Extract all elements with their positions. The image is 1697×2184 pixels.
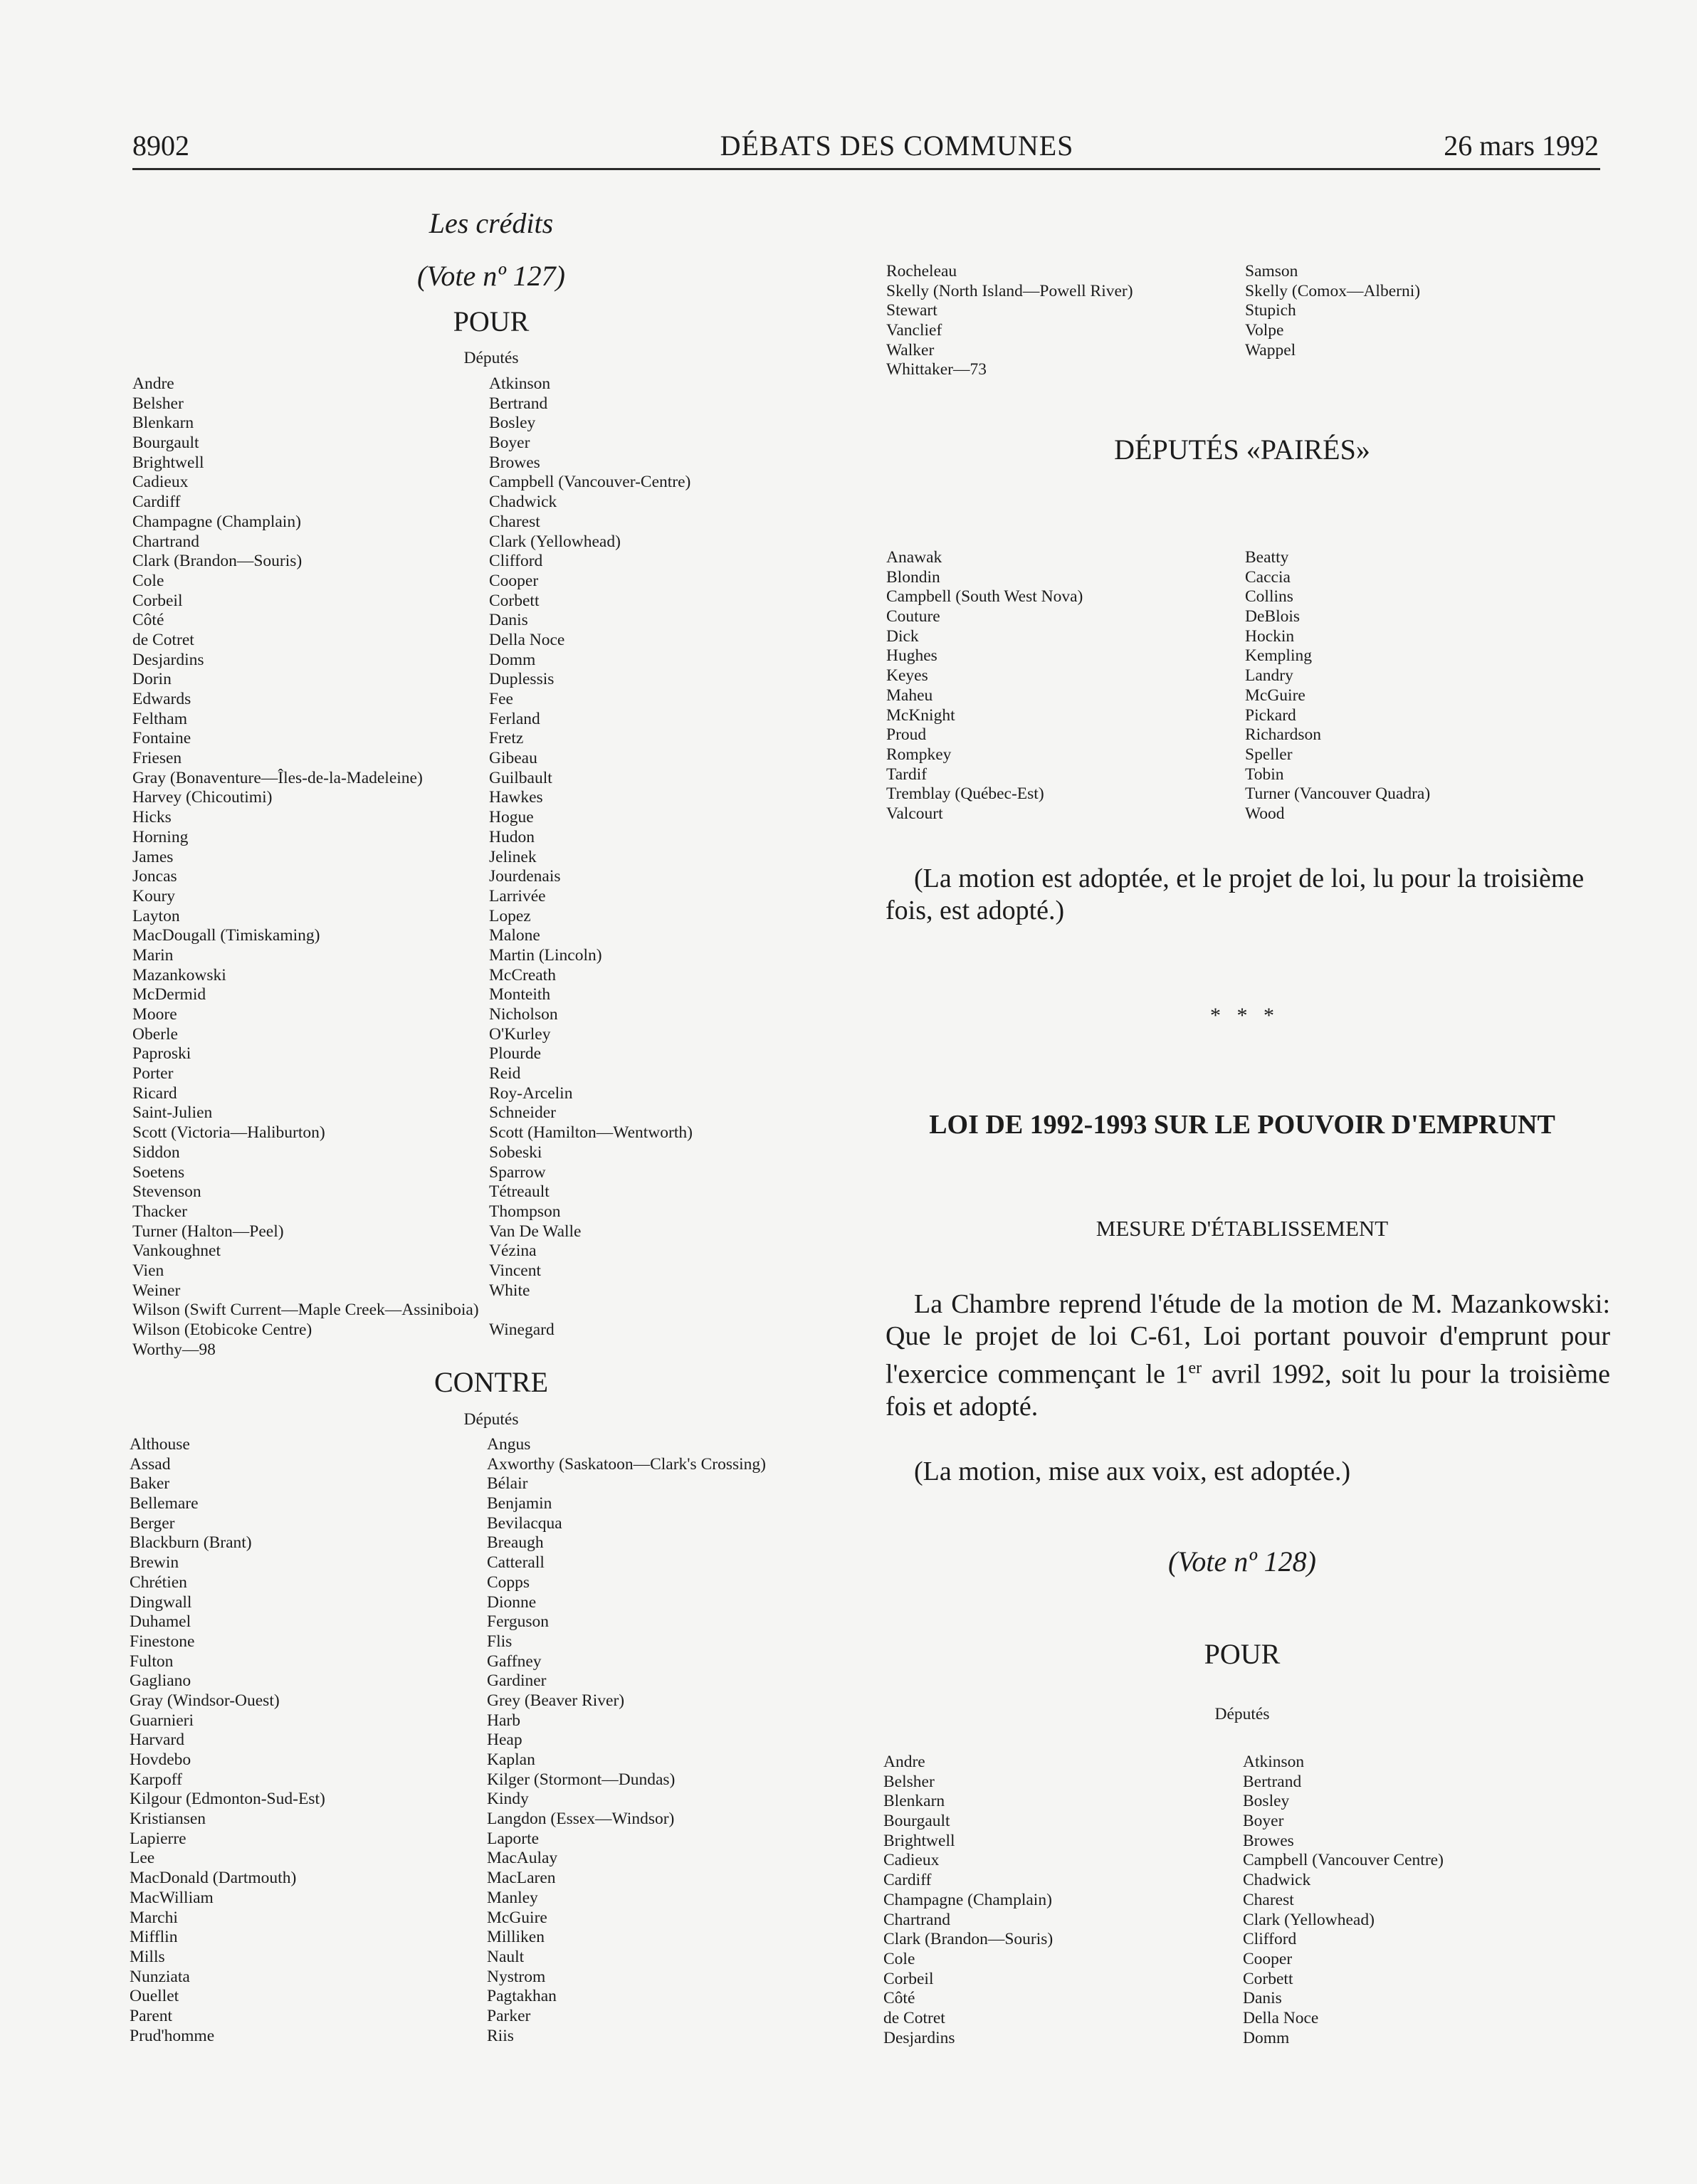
member-name: Chartrand <box>132 532 199 551</box>
member-name: Wappel <box>1245 340 1296 359</box>
member-name: Thacker <box>132 1202 187 1221</box>
member-name: McKnight <box>886 705 955 725</box>
member-name: Volpe <box>1245 321 1284 340</box>
member-name: Saint-Julien <box>132 1103 213 1123</box>
member-name: Vézina <box>489 1241 537 1261</box>
member-name: Skelly (Comox—Alberni) <box>1245 281 1421 300</box>
member-name: Kristiansen <box>130 1810 206 1829</box>
member-name: Brightwell <box>132 453 204 472</box>
member-name: Harb <box>487 1711 520 1730</box>
member-name: Mifflin <box>130 1928 178 1947</box>
member-name: Bellemare <box>130 1494 199 1513</box>
member-name: Browes <box>489 453 540 472</box>
member-name: Della Noce <box>489 630 565 649</box>
member-name: Dick <box>886 626 919 646</box>
member-name: Edwards <box>132 690 191 708</box>
member-name: Berger <box>130 1513 175 1533</box>
member-name: Campbell (Vancouver-Centre) <box>489 473 691 492</box>
member-name: Maheu <box>886 686 933 705</box>
member-name: Campbell (Vancouver Centre) <box>1243 1851 1444 1870</box>
member-name: Lee <box>130 1849 155 1868</box>
member-name: Whittaker—73 <box>886 360 987 379</box>
member-name: Beatty <box>1245 548 1289 567</box>
member-name: Cole <box>132 571 164 590</box>
member-name <box>489 1301 693 1321</box>
pour2-list-col2 <box>1243 1753 1444 2048</box>
member-name: Brightwell <box>883 1831 955 1850</box>
member-name: Siddon <box>132 1143 180 1162</box>
member-name: Gaffney <box>487 1652 542 1671</box>
member-name: Hughes <box>886 646 937 666</box>
member-name: Vankoughnet <box>132 1241 221 1261</box>
member-name: Manley <box>487 1888 538 1907</box>
member-name: Browes <box>1243 1831 1294 1850</box>
member-name: Rompkey <box>886 745 952 764</box>
member-name: Gagliano <box>130 1671 191 1691</box>
member-name: Cooper <box>489 571 539 590</box>
contre-heading: CONTRE <box>434 1366 548 1398</box>
contre-list-col1 <box>130 1435 325 2046</box>
member-name: Blenkarn <box>132 414 194 433</box>
member-name: Porter <box>132 1064 174 1083</box>
member-name: Marchi <box>130 1908 178 1927</box>
member-name: Chartrand <box>883 1910 950 1929</box>
member-name: Champagne (Champlain) <box>132 512 301 531</box>
member-name: Côté <box>883 1989 915 2008</box>
member-name: Schneider <box>489 1103 556 1123</box>
member-name: Roy-Arcelin <box>489 1083 573 1103</box>
member-name: Chrétien <box>130 1573 187 1592</box>
member-name: Hicks <box>132 808 172 827</box>
member-name: Valcourt <box>886 804 943 823</box>
member-name: Vanclief <box>886 321 942 340</box>
member-name: Pickard <box>1245 705 1296 725</box>
member-name: Stewart <box>886 301 937 320</box>
member-name: Boyer <box>1243 1812 1284 1831</box>
member-name: Soetens <box>132 1162 185 1182</box>
member-name: Della Noce <box>1243 2008 1319 2027</box>
member-name: Cardiff <box>132 493 181 512</box>
member-name: Côté <box>132 611 164 630</box>
member-name: Walker <box>886 340 935 359</box>
member-name: DeBlois <box>1245 607 1301 626</box>
member-name: Paproski <box>132 1044 191 1064</box>
member-name: Belsher <box>132 394 184 413</box>
member-name: McGuire <box>1245 686 1305 705</box>
member-name: Gibeau <box>489 749 537 768</box>
member-name: Baker <box>130 1474 170 1493</box>
member-name: Thompson <box>489 1202 561 1221</box>
motion-adopted: (La motion, mise aux voix, est adoptée.) <box>914 1456 1351 1486</box>
member-name: James <box>132 847 174 866</box>
member-name: Sparrow <box>489 1162 546 1182</box>
member-name: Kindy <box>487 1790 529 1809</box>
member-name: Charest <box>489 512 540 531</box>
member-name: Domm <box>1243 2028 1290 2047</box>
member-name: Langdon (Essex—Windsor) <box>487 1810 675 1829</box>
member-name: Tétreault <box>489 1182 550 1202</box>
member-name: Clark (Brandon—Souris) <box>883 1930 1054 1949</box>
member-name: Prud'homme <box>130 2026 215 2045</box>
member-name: Landry <box>1245 666 1293 686</box>
member-name: Riis <box>487 2026 514 2045</box>
paires-list-col1 <box>886 548 1083 824</box>
member-name: Reid <box>489 1064 521 1083</box>
header-rule <box>132 168 1600 170</box>
member-name: Harvard <box>130 1731 184 1750</box>
member-name: Friesen <box>132 749 182 768</box>
member-name: Blondin <box>886 567 940 587</box>
member-name: Hudon <box>489 827 535 846</box>
member-name: Nicholson <box>489 1005 558 1024</box>
member-name: Copps <box>487 1573 530 1592</box>
member-name: MacDougall (Timiskaming) <box>132 926 320 945</box>
member-name: Turner (Vancouver Quadra) <box>1245 784 1431 804</box>
member-name: Bosley <box>489 414 536 433</box>
member-name: Jelinek <box>489 847 537 866</box>
member-name: Worthy—98 <box>132 1340 216 1359</box>
member-name: Axworthy (Saskatoon—Clark's Crossing) <box>487 1454 766 1474</box>
pour2-list-col1 <box>883 1753 1053 2048</box>
member-name: Ouellet <box>130 1987 179 2006</box>
member-name: Wood <box>1245 804 1285 823</box>
vote-label: (Vote nº 127) <box>417 260 565 292</box>
contre-deputes-label: Députés <box>463 1410 519 1429</box>
member-name: Corbett <box>1243 1969 1293 1988</box>
member-name: Monteith <box>489 985 551 1004</box>
paragraph-superscript: er <box>1188 1359 1202 1377</box>
member-name: Fee <box>489 690 513 708</box>
member-name: Gray (Bonaventure—Îles-de-la-Madeleine) <box>132 768 423 787</box>
member-name: Corbeil <box>132 591 183 610</box>
member-name: Oberle <box>132 1024 178 1044</box>
member-name: Grey (Beaver River) <box>487 1691 625 1710</box>
member-name: Hogue <box>489 808 534 827</box>
member-name: Joncas <box>132 867 177 886</box>
member-name: Dingwall <box>130 1592 192 1612</box>
member-name: Stevenson <box>132 1182 201 1202</box>
member-name: Bélair <box>487 1474 528 1493</box>
member-name: McDermid <box>132 985 206 1004</box>
member-name: Turner (Halton—Peel) <box>132 1222 284 1241</box>
member-name: Chadwick <box>1243 1871 1311 1890</box>
member-name: Bertrand <box>1243 1772 1302 1791</box>
member-name: Scott (Victoria—Haliburton) <box>132 1123 325 1143</box>
member-name: Larrivée <box>489 886 546 905</box>
member-name: Desjardins <box>883 2028 955 2047</box>
member-name: Nystrom <box>487 1967 546 1986</box>
member-name: Hockin <box>1245 626 1295 646</box>
member-name: Bertrand <box>489 394 548 413</box>
member-name: Speller <box>1245 745 1293 764</box>
member-name: Duhamel <box>130 1612 191 1632</box>
page-date: 26 mars 1992 <box>1444 130 1599 162</box>
member-name: Koury <box>132 886 176 905</box>
member-name: Atkinson <box>1243 1753 1305 1771</box>
member-name: Laporte <box>487 1829 540 1848</box>
pour-list-col1 <box>132 374 479 1360</box>
member-name: Marin <box>132 945 174 965</box>
member-name: Gardiner <box>487 1671 547 1691</box>
member-name: Heap <box>487 1731 522 1750</box>
member-name: Ferguson <box>487 1612 550 1632</box>
member-name: Feltham <box>132 709 188 728</box>
member-name: Charest <box>1243 1890 1294 1909</box>
member-name: Bourgault <box>132 434 199 453</box>
member-name: Duplessis <box>489 670 555 689</box>
member-name: Kaplan <box>487 1750 535 1769</box>
member-name: Fulton <box>130 1652 174 1671</box>
member-name: Tobin <box>1245 765 1284 784</box>
member-name: Nault <box>487 1947 525 1966</box>
motion-result: (La motion est adoptée, et le projet de loi, lu pour la troisième fois, est adopté.) <box>886 863 1585 925</box>
member-name: Belsher <box>883 1772 935 1791</box>
member-name: MacLaren <box>487 1869 556 1888</box>
member-name: White <box>489 1281 530 1300</box>
paragraph-text-1: La Chambre reprend l'étude de la motion de M. Mazankowski: Que le projet de loi C-61, Loi portant pouvoir d'emprunt pour l'exercice commençant le 1 <box>886 1289 1610 1390</box>
member-name: Clifford <box>489 552 543 571</box>
member-name: Cardiff <box>883 1871 932 1890</box>
pour2-heading: POUR <box>1204 1638 1281 1670</box>
member-name: Richardson <box>1245 725 1322 745</box>
member-name: Hawkes <box>489 788 543 807</box>
member-name: Bourgault <box>883 1812 950 1831</box>
member-name: Anawak <box>886 548 942 567</box>
member-name: Vincent <box>489 1261 541 1280</box>
member-name: Lopez <box>489 906 531 925</box>
paires-list-col2 <box>1245 548 1430 824</box>
member-name: Kilger (Stormont—Dundas) <box>487 1770 676 1789</box>
member-name: Nunziata <box>130 1967 190 1986</box>
member-name: Brewin <box>130 1553 179 1573</box>
member-name: Weiner <box>132 1281 181 1300</box>
contre-cont-col1 <box>886 262 1133 380</box>
member-name: Mills <box>130 1947 165 1966</box>
member-name: Catterall <box>487 1553 545 1573</box>
member-name: Parker <box>487 2006 531 2025</box>
member-name: Atkinson <box>489 374 551 393</box>
section-title: Les crédits <box>429 207 554 239</box>
member-name: Karpoff <box>130 1770 182 1789</box>
member-name: Harvey (Chicoutimi) <box>132 788 273 807</box>
member-name: Chadwick <box>489 493 557 512</box>
member-name: O'Kurley <box>489 1024 551 1044</box>
member-name: Dionne <box>487 1592 537 1612</box>
member-name: Caccia <box>1245 567 1291 587</box>
member-name: Clifford <box>1243 1930 1297 1949</box>
member-name: Finestone <box>130 1632 195 1651</box>
contre-list-col2 <box>487 1435 766 2046</box>
member-name: Cadieux <box>132 473 189 492</box>
member-name: Wilson (Etobicoke Centre) <box>132 1321 312 1339</box>
member-name: Clark (Brandon—Souris) <box>132 552 303 571</box>
member-name: de Cotret <box>883 2008 945 2027</box>
member-name: Angus <box>487 1435 531 1454</box>
member-name: Kilgour (Edmonton-Sud-Est) <box>130 1790 325 1809</box>
member-name: Martin (Lincoln) <box>489 945 602 965</box>
member-name: Clark (Yellowhead) <box>1243 1910 1375 1929</box>
member-name: Blenkarn <box>883 1792 945 1811</box>
member-name: Hovdebo <box>130 1750 191 1769</box>
paragraph-text-2: avril 1992, soit lu pour la troisième fois et adopté. <box>886 1359 1610 1422</box>
bill-title: LOI DE 1992-1993 SUR LE POUVOIR D'EMPRUNT <box>929 1110 1555 1140</box>
member-name: Jourdenais <box>489 867 561 886</box>
member-name: Breaugh <box>487 1533 544 1553</box>
member-name: Scott (Hamilton—Wentworth) <box>489 1123 693 1143</box>
member-name: Desjardins <box>132 650 204 669</box>
deputes2-label: Députés <box>1214 1705 1270 1723</box>
member-name: Corbett <box>489 591 540 610</box>
bill-subtitle: MESURE D'ÉTABLISSEMENT <box>1096 1216 1389 1241</box>
pour-list-col2 <box>489 374 693 1340</box>
member-name: Van De Walle <box>489 1222 582 1241</box>
member-name: Rocheleau <box>886 262 957 280</box>
member-name: MacDonald (Dartmouth) <box>130 1869 297 1888</box>
member-name: Danis <box>1243 1989 1282 2008</box>
member-name: MacWilliam <box>130 1888 214 1907</box>
member-name: McCreath <box>489 965 556 985</box>
member-name: Samson <box>1245 262 1298 280</box>
member-name: Horning <box>132 827 189 846</box>
member-name: Tardif <box>886 765 928 784</box>
member-name: Cadieux <box>883 1851 940 1870</box>
member-name: Gray (Windsor-Ouest) <box>130 1691 280 1710</box>
paires-heading: DÉPUTÉS «PAIRÉS» <box>1114 434 1370 466</box>
member-name: Vien <box>132 1261 164 1280</box>
member-name: Sobeski <box>489 1143 542 1162</box>
member-name: Campbell (South West Nova) <box>886 587 1083 607</box>
deputes-label: Députés <box>463 349 519 367</box>
member-name: Proud <box>886 725 927 745</box>
member-name: Fontaine <box>132 729 191 748</box>
member-name: McGuire <box>487 1908 547 1927</box>
member-name: Champagne (Champlain) <box>883 1890 1052 1909</box>
member-name: Layton <box>132 906 180 925</box>
member-name: Blackburn (Brant) <box>130 1533 252 1553</box>
pour-heading: POUR <box>453 305 530 337</box>
member-name: Corbeil <box>883 1969 934 1988</box>
page-number: 8902 <box>132 130 189 162</box>
member-name: Boyer <box>489 434 530 453</box>
member-name: Winegard <box>489 1321 555 1339</box>
member-name: Kempling <box>1245 646 1312 666</box>
member-name: Milliken <box>487 1928 545 1947</box>
member-name: Skelly (North Island—Powell River) <box>886 281 1133 300</box>
member-name: Fretz <box>489 729 524 748</box>
member-name: Couture <box>886 607 940 626</box>
member-name: Guarnieri <box>130 1711 194 1730</box>
member-name: Moore <box>132 1005 177 1024</box>
member-name: Pagtakhan <box>487 1987 557 2006</box>
member-name: Cooper <box>1243 1949 1293 1968</box>
member-name: Andre <box>883 1753 925 1771</box>
member-name: Malone <box>489 926 540 945</box>
member-name: de Cotret <box>132 630 194 649</box>
member-name: Cole <box>883 1949 915 1968</box>
member-name: MacAulay <box>487 1849 558 1868</box>
member-name: Benjamin <box>487 1494 552 1513</box>
member-name: Tremblay (Québec-Est) <box>886 784 1044 804</box>
debate-paragraph <box>886 1288 1610 1423</box>
vote2-label: (Vote nº 128) <box>1168 1545 1316 1577</box>
member-name: Assad <box>130 1454 171 1474</box>
contre-cont-col2 <box>1245 262 1420 360</box>
member-name: Bosley <box>1243 1792 1290 1811</box>
member-name: Danis <box>489 611 528 630</box>
journal-title: DÉBATS DES COMMUNES <box>720 130 1074 162</box>
member-name: Andre <box>132 374 174 393</box>
member-name: Keyes <box>886 666 928 686</box>
member-name: Flis <box>487 1632 513 1651</box>
member-name: Wilson (Swift Current—Maple Creek—Assiniboia) <box>132 1301 479 1320</box>
member-name: Ferland <box>489 709 540 728</box>
member-name: Stupich <box>1245 301 1296 320</box>
member-name: Collins <box>1245 587 1293 607</box>
member-name: Bevilacqua <box>487 1513 562 1533</box>
member-name: Clark (Yellowhead) <box>489 532 621 551</box>
member-name: Althouse <box>130 1435 190 1454</box>
member-name: Guilbault <box>489 768 552 787</box>
member-name: Ricard <box>132 1083 177 1103</box>
member-name: Domm <box>489 650 536 669</box>
member-name: Parent <box>130 2006 173 2025</box>
member-name: Mazankowski <box>132 965 226 985</box>
member-name: Plourde <box>489 1044 542 1064</box>
section-separator: * * * <box>1210 1004 1274 1027</box>
member-name: Lapierre <box>130 1829 186 1848</box>
member-name: Dorin <box>132 670 172 689</box>
